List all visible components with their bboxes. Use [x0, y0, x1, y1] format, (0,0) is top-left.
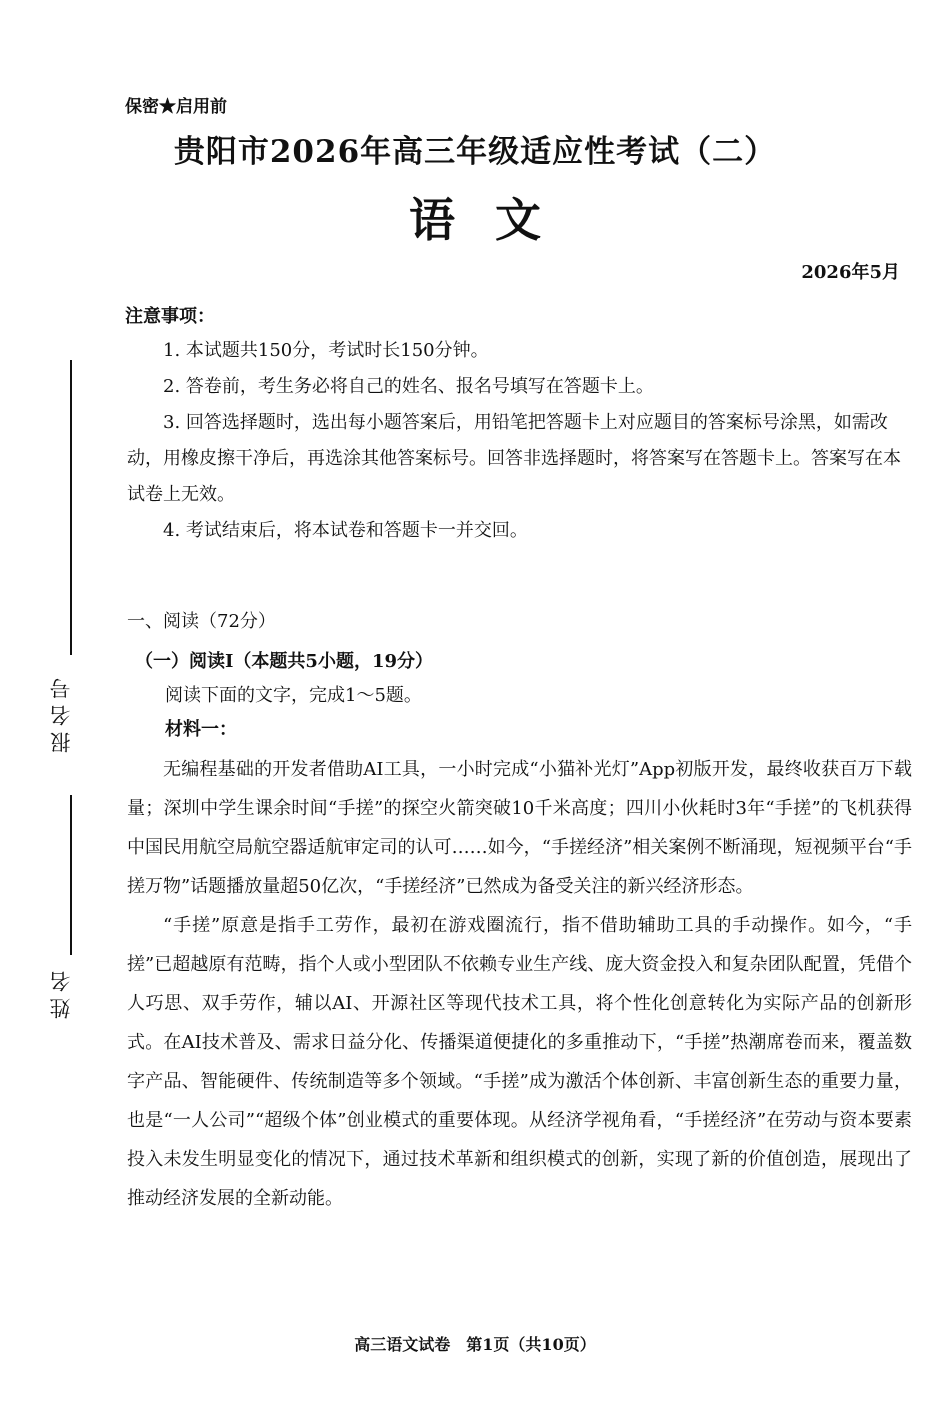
reg-number-line: [70, 360, 72, 655]
passage-paragraph: 无编程基础的开发者借助AI工具，一小时完成“小猫补光灯”App初版开发，最终收获百万下载量；深圳中学生课余时间“手搓”的探空火箭突破10千米高度；四川小伙耗时3年“手搓”的飞机获得中国民用航空局航空器适航审定司的认可……如今，“手搓经济”相关案例不断涌现，短视频平台“手搓万物”话题播放量超50亿次，“手搓经济”已然成为备受关注的新兴经济形态。: [127, 759, 912, 897]
note-item: 3. 回答选择题时，选出每小题答案后，用铅笔把答题卡上对应题目的答案标号涂黑，如需改动，用橡皮擦干净后，再选涂其他答案标号。回答非选择题时，将答案写在答题卡上。答案写在本试卷上无效。: [127, 412, 901, 505]
exam-date: 2026年5月: [801, 262, 900, 283]
instruction: 阅读下面的文字，完成1～5题。: [165, 685, 422, 706]
reading-passage: [127, 750, 912, 1218]
passage-paragraph: “手搓”原意是指手工劳作，最初在游戏圈流行，指不借助辅助工具的手动操作。如今，“手搓”已超越原有范畴，指个人或小型团队不依赖专业生产线、庞大资金投入和复杂团队配置，凭借个人巧思、双手劳作，辅以AI、开源社区等现代技术工具，将个性化创意转化为实际产品的创新形式。在AI技术普及、需求日益分化、传播渠道便捷化的多重推动下，“手搓”热潮席卷而来，覆盖数字产品、智能硬件、传统制造等多个领域。“手搓”成为激活个体创新、丰富创新生态的重要力量，也是“一人公司”“超级个体”创业模式的重要体现。从经济学视角看，“手搓经济”在劳动与资本要素投入未发生明显变化的情况下，通过技术革新和组织模式的创新，实现了新的价值创造，展现出了推动经济发展的全新动能。: [127, 915, 912, 1209]
name-line: [70, 795, 72, 955]
section-heading: 一、阅读（72分）: [127, 611, 276, 632]
note-item: 1. 本试题共150分，考试时长150分钟。: [163, 340, 489, 361]
note-item: 2. 答卷前，考生务必将自己的姓名、报名号填写在答题卡上。: [163, 376, 654, 397]
notes-list: [127, 333, 912, 549]
name-label: 姓名: [49, 965, 73, 1019]
confidential-mark: 保密★启用前: [125, 97, 227, 117]
part-heading: （一）阅读Ⅰ（本题共5小题，19分）: [135, 651, 433, 672]
subject-title: 语文: [409, 193, 581, 247]
page-footer: 高三语文试卷 第1页（共10页）: [354, 1335, 596, 1354]
note-item: 4. 考试结束后，将本试卷和答题卡一并交回。: [163, 520, 528, 541]
material-label: 材料一：: [165, 719, 237, 740]
notes-heading: 注意事项：: [125, 306, 215, 327]
reg-number-label: 报名号: [49, 672, 73, 753]
exam-title: 贵阳市2026年高三年级适应性考试（二）: [173, 134, 777, 170]
